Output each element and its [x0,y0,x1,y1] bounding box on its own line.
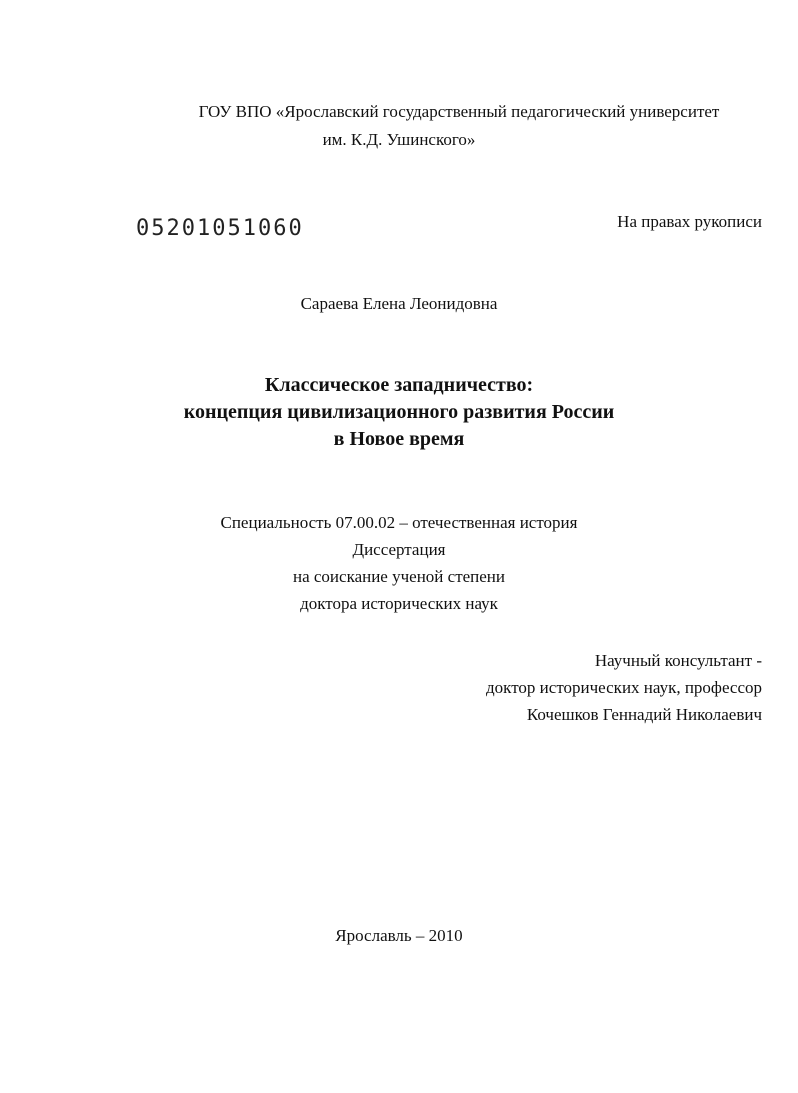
author-name: Сараева Елена Леонидовна [300,294,498,313]
institution-line-1: ГОУ ВПО «Ярославский государственный педагогический университет [198,102,720,121]
consultant-credentials: доктор исторических наук, профессор [486,678,762,697]
work-type-line: Диссертация [352,540,446,559]
title-line-1: Классическое западничество: [264,374,534,396]
degree-purpose-line: на соискание ученой степени [292,567,506,586]
consultant-name: Кочешков Геннадий Николаевич [526,705,762,724]
place-year: Ярославль – 2010 [335,926,463,945]
title-line-3: в Новое время [333,428,465,450]
manuscript-rights-note: На правах рукописи [617,212,762,231]
institution-line-2: им. К.Д. Ушинского» [322,130,476,149]
registration-number-stamp: 05201051060 [136,216,304,241]
consultant-role: Научный консультант - [594,651,762,670]
title-line-2: концепция цивилизационного развития России [183,401,615,423]
specialty-line: Специальность 07.00.02 – отечественная история [220,513,578,532]
degree-name-line: доктора исторических наук [300,594,498,613]
